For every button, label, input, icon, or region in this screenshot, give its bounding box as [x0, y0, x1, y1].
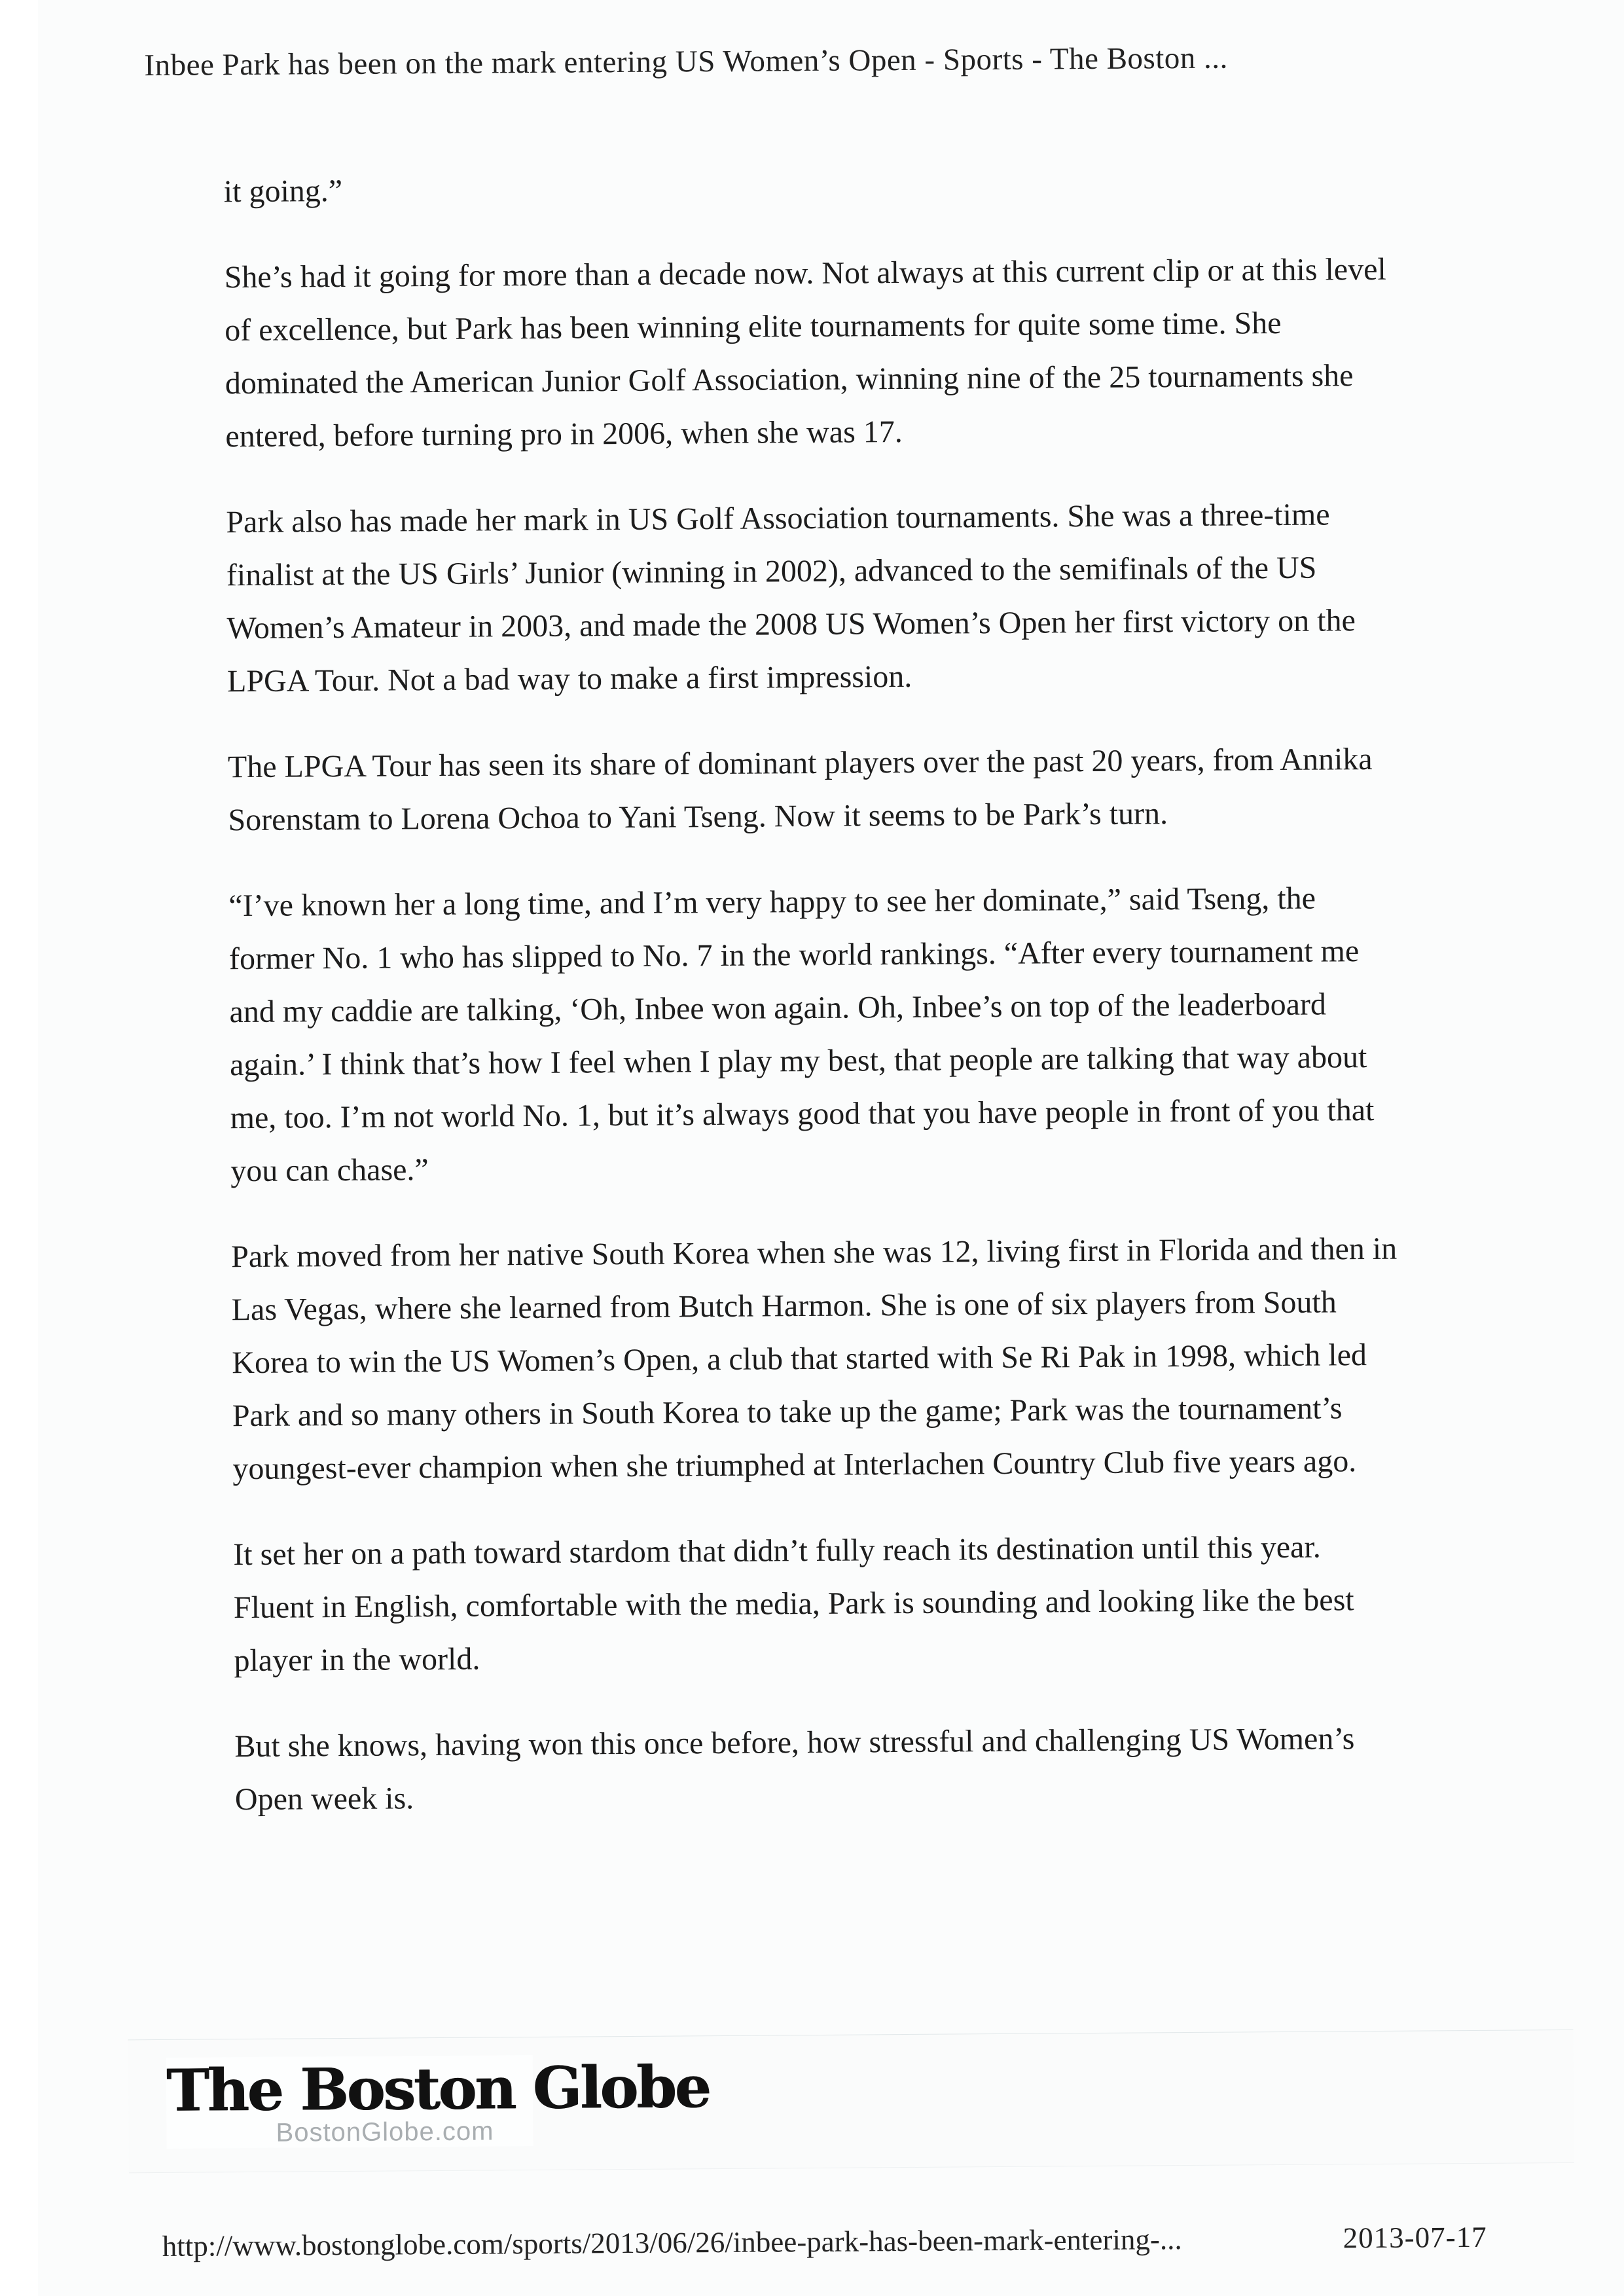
- article-paragraph: But she knows, having won this once before, how stressful and challenging US Women’s Open week is.: [234, 1721, 1355, 1817]
- print-footer: [162, 2220, 1487, 2263]
- article-paragraph: “I’ve known her a long time, and I’m very happy to see her dominate,” said Tseng, the former No. 1 who has slipped to No. 7 in the world rankings. “After every tournament me and my caddie are talking, ‘Oh, Inbee won again. Oh, Inbee’s on top of the leaderboard again.’ I think that’s how I feel when I play my best, that people are talking that way about me, too. I’m not world No. 1, but it’s always good that you have people in front of you that you can chase.”: [228, 881, 1375, 1189]
- article-paragraph: Park moved from her native South Korea when she was 12, living first in Florida and then in Las Vegas, where she learned from Butch Harmon. She is one of six players from South Korea to win the US Women’s Open, a club that started with Se Ri Pak in 1998, which led Park and so many others in South Korea to take up the game; Park was the tournament’s youngest-ever champion when she triumphed at Interlachen Country Club five years ago.: [230, 1231, 1398, 1487]
- footer-print-date: 2013-07-17: [1343, 2220, 1487, 2255]
- article-body: [224, 157, 1407, 1859]
- footer-source-url: http://www.bostonglobe.com/sports/2013/06/26/inbee-park-has-been-mark-entering-...: [162, 2223, 1182, 2263]
- article-paragraph: She’s had it going for more than a decade now. Not always at this current clip or at this level of excellence, but Park has been winning elite tournaments for quite some time. She dominated the American Junior Golf Association, winning nine of the 25 tournaments she entered, before turning pro in 2006, when she was 17.: [224, 251, 1386, 454]
- bostonglobe-site-label: BostonGlobe.com: [276, 2117, 494, 2147]
- article-paragraph: It set her on a path toward stardom that didn’t fully reach its destination until this year. Fluent in English, comfortable with the media, Park is sounding and looking like the best player in the world.: [233, 1529, 1354, 1679]
- boston-globe-logo: [166, 2052, 710, 2149]
- article-paragraph: The LPGA Tour has seen its share of dominant players over the past 20 years, from Annika Sorenstam to Lorena Ochoa to Yani Tseng. Now it seems to be Park’s turn.: [227, 742, 1373, 838]
- article-paragraph: it going.”: [223, 173, 343, 210]
- print-header-title: Inbee Park has been on the mark entering US Women’s Open - Sports - The Boston ...: [144, 41, 1228, 83]
- article-paragraph: Park also has made her mark in US Golf Association tournaments. She was a three-time finalist at the US Girls’ Junior (winning in 2002), advanced to the semifinals of the US Women’s Amateur in 2003, and made the 2008 US Women’s Open her first victory on the LPGA Tour. Not a bad way to make a first impression.: [226, 497, 1356, 699]
- boston-globe-logo-text: The Boston Globe: [166, 2052, 710, 2124]
